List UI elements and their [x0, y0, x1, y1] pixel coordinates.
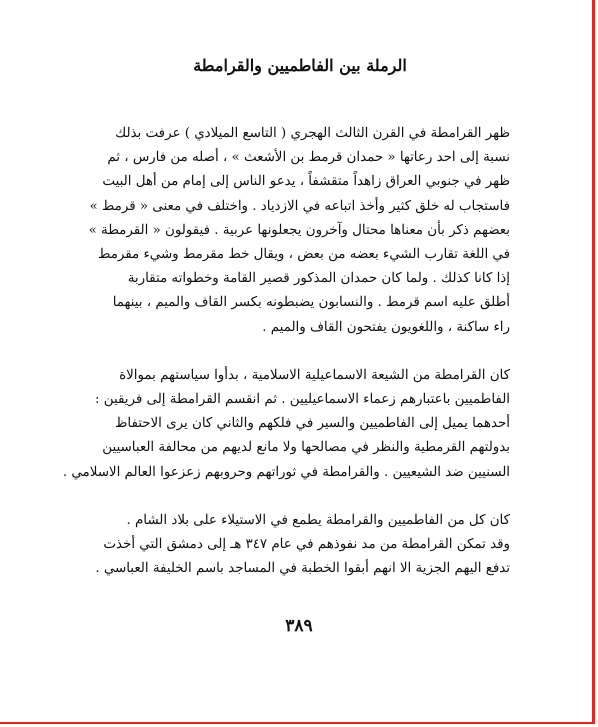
text-line: راء ساكنة ، واللغويون يفتحون القاف والميم . [262, 319, 510, 335]
paragraph-3 [90, 509, 510, 582]
text-line: كان القرامطة من الشيعة الاسماعيلية الاسلامية ، بدأوا سياستهم بموالاة [119, 367, 510, 383]
text-line: كان كل من الفاطميين والقرامطة يطمع في الاستيلاء على بلاد الشام . [126, 512, 510, 528]
text-line: أطلق عليه اسم قرمط . والنسابون يضبطونه بكسر القاف والميم ، بينهما [112, 295, 510, 311]
text-line: ظهر القرامطة في القرن الثالث الهجري ( التاسع الميلادي ) عرفت بذلك [115, 126, 510, 141]
text-line: أحدهما يميل إلى الفاطميين والسير في فلكهم والثاني كان يرى الاحتفاظ [114, 416, 510, 432]
text-line: تدفع اليهم الجزية الا انهم أبقوا الخطبة في المساجد باسم الخليفة العباسي . [95, 561, 510, 577]
page-number: ٣٨٩ [285, 616, 313, 636]
page-title: الرملة بين الفاطميين والقرامطة [193, 56, 407, 75]
text-line: فاستجاب له خلق كثير وأخذ اتباعه في الازدياد . واختلف في معنى « قرمط » [89, 198, 510, 214]
text-line: وقد تمكن القرامطة من مد نفوذهم في عام ٣٤٧ هـ إلى دمشق التي أخذت [103, 537, 510, 553]
text-line: بدولتهم القرمطية والنظر في مصالحها ولا مانع لديهم من محالفة العباسيين [102, 440, 510, 456]
text-line: في اللغة تقارب الشيء بعضه من بعض ، ويقال خط مقرمط وشيء مقرمط [98, 247, 510, 263]
text-line: ظهر في جنوبي العراق زاهداً متقشفاً ، يدعو الناس إلى إمام من أهل البيت [102, 174, 510, 190]
text-line: نسبة إلى احد رعاتها « حمدان قرمط بن الأشعث » ، أصله من فارس ، ثم [107, 150, 510, 166]
document-page [62, 40, 510, 581]
text-line: بعضهم ذكر بأن معناها محتال وآخرون يجعلونها عربية . فيقولون « القرمطة » [88, 222, 510, 238]
text-line: السنيين ضد الشيعيين . والقرامطة في ثوراتهم وحروبهم زعزعوا العالم الاسلامي . [62, 464, 510, 480]
paragraph-1 [90, 122, 510, 340]
text-line: إذا كانا كذلك . ولما كان حمدان المذكور قصير القامة وخطواته متقاربة [127, 271, 510, 287]
text-line: الفاطميين باعتبارهم زعماء الاسماعيليين . ثم انقسم القرامطة إلى فريقين : [95, 392, 510, 408]
paragraph-2 [62, 364, 510, 485]
